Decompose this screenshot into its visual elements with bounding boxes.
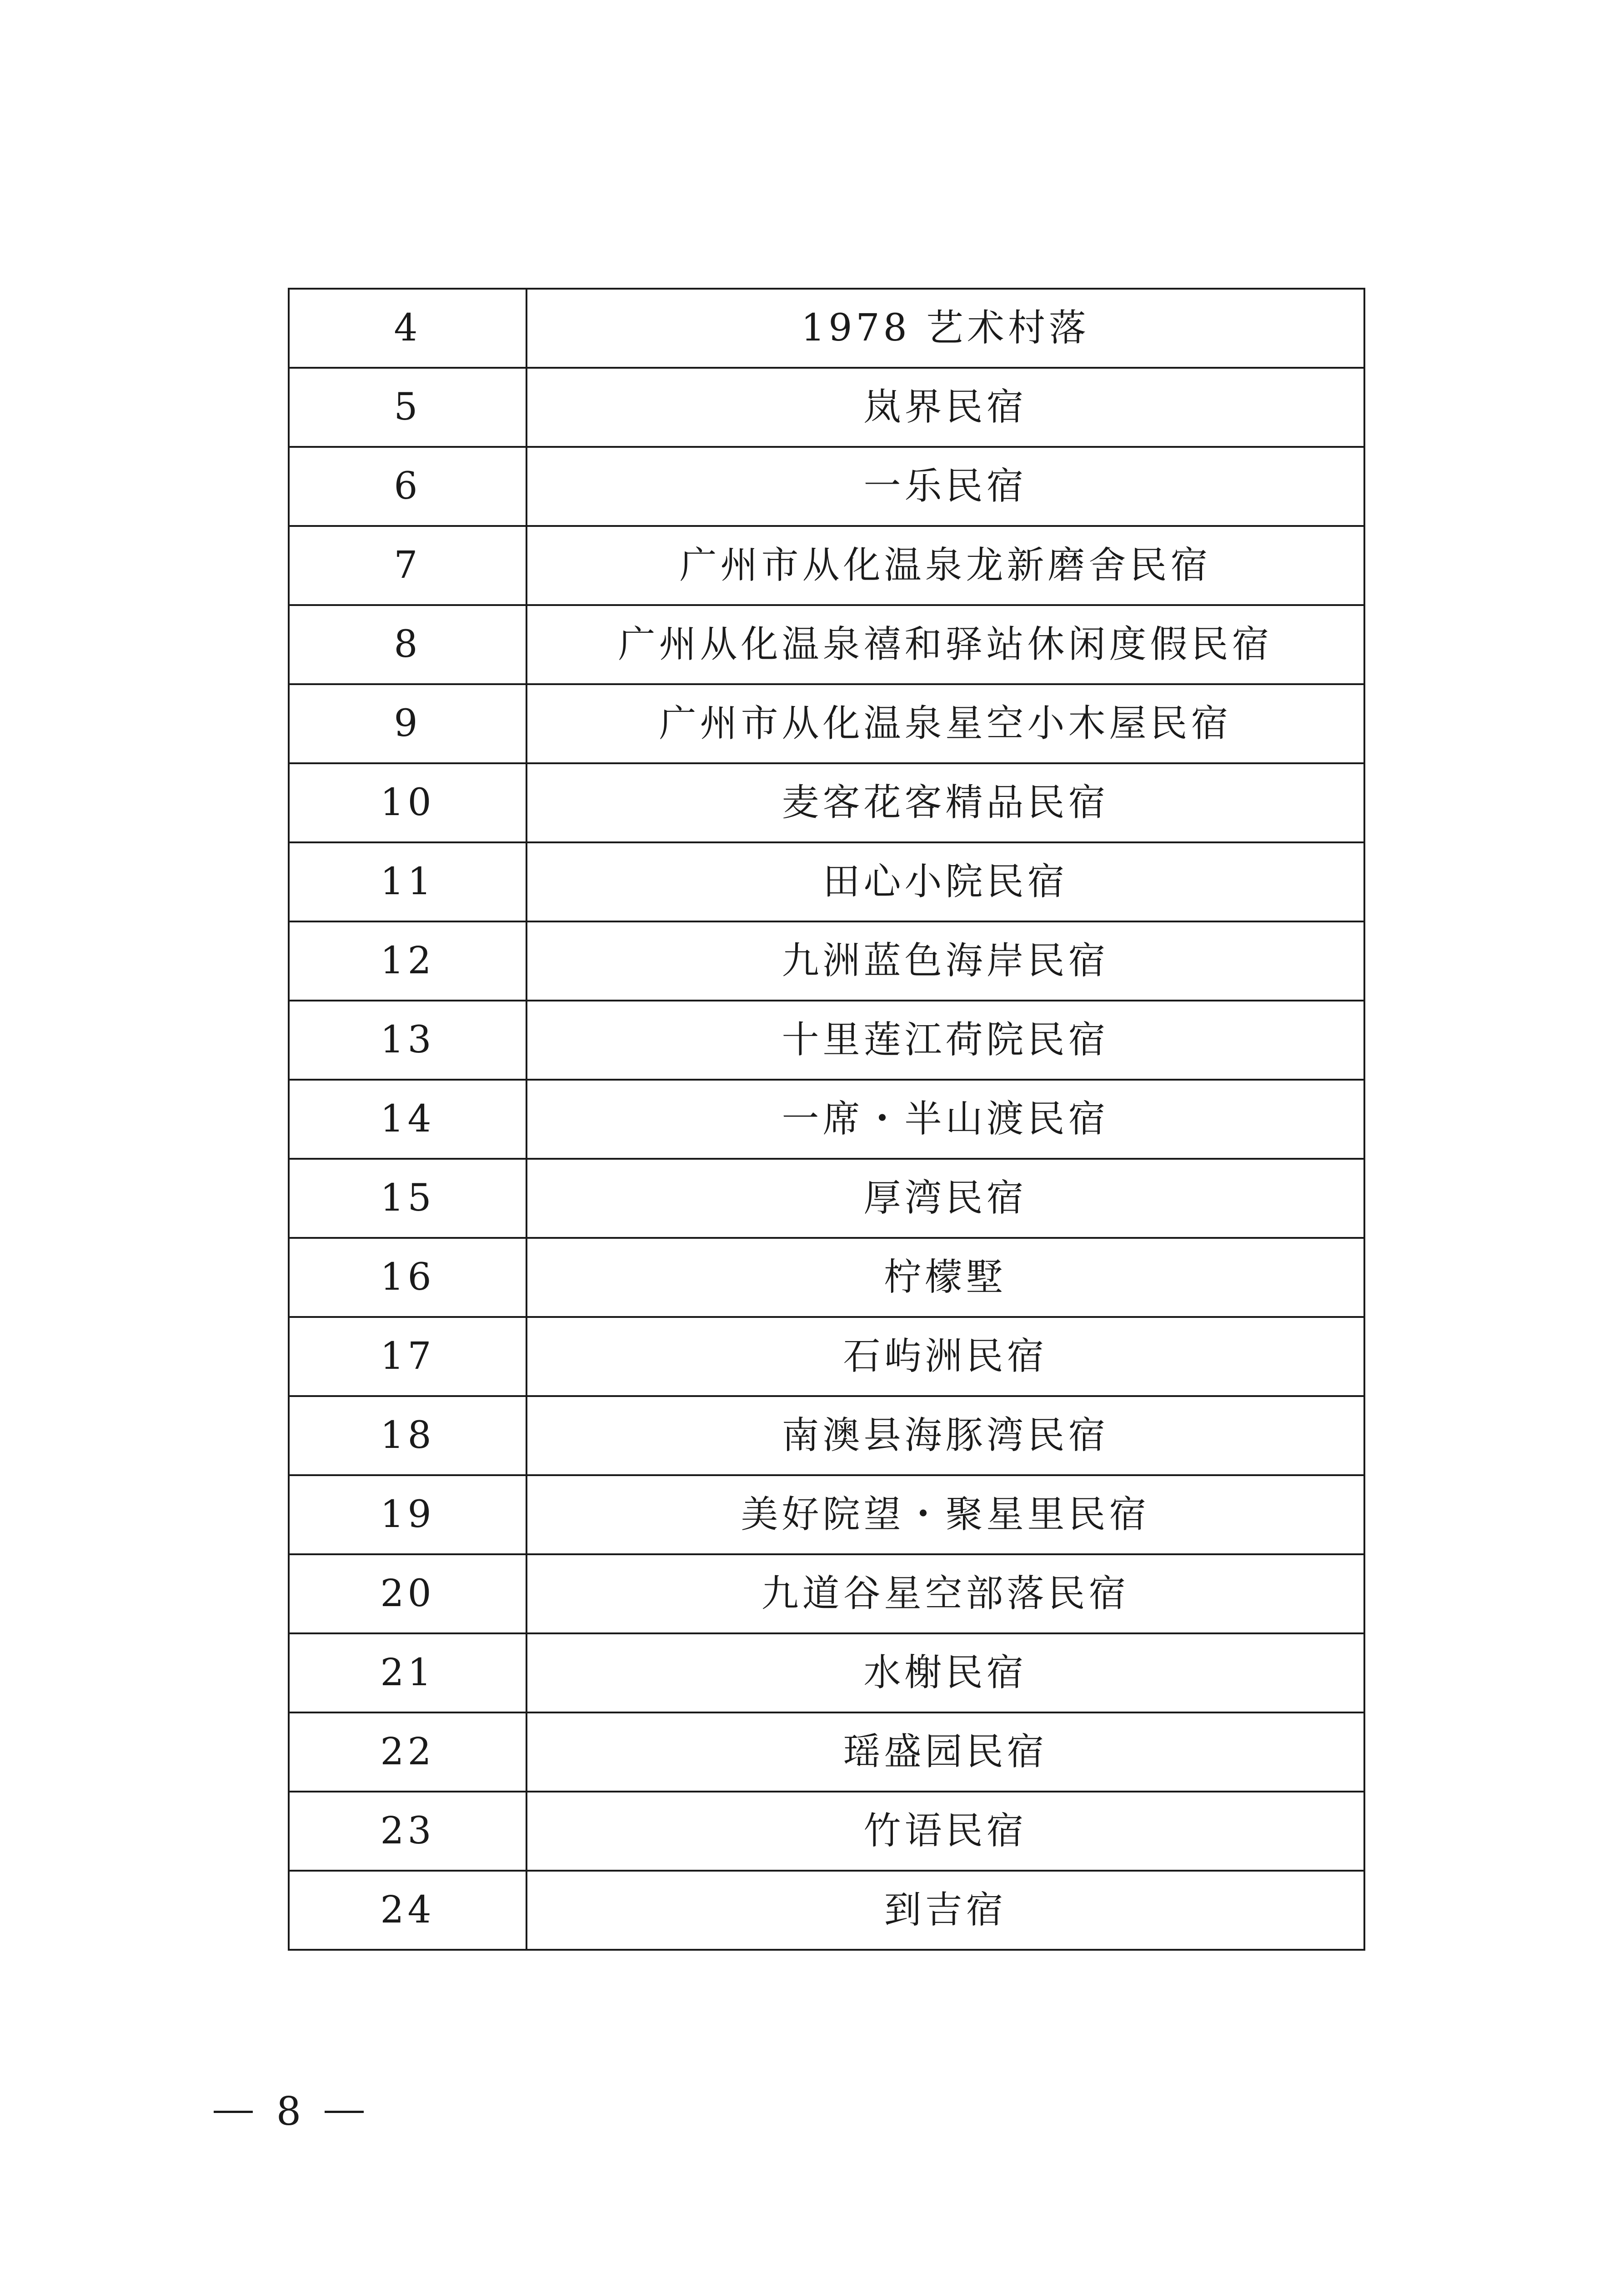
table-row <box>289 1792 1364 1871</box>
table-row <box>289 1554 1364 1633</box>
homestay-name-cell: 九洲蓝色海岸民宿 <box>526 921 1364 1001</box>
row-number-cell: 5 <box>289 368 526 447</box>
homestay-name-cell: 南澳县海豚湾民宿 <box>526 1396 1364 1475</box>
table-body <box>289 289 1364 1950</box>
table-row <box>289 526 1364 605</box>
right-dash <box>325 2111 364 2113</box>
row-number-cell: 16 <box>289 1238 526 1317</box>
table-row <box>289 1317 1364 1396</box>
homestay-name-cell: 水榭民宿 <box>526 1633 1364 1712</box>
row-number-cell: 23 <box>289 1792 526 1871</box>
row-number-cell: 22 <box>289 1712 526 1792</box>
table-row <box>289 1475 1364 1554</box>
table-row <box>289 605 1364 684</box>
row-number-cell: 13 <box>289 1001 526 1080</box>
row-number-cell: 8 <box>289 605 526 684</box>
row-number-cell: 10 <box>289 763 526 842</box>
table-row <box>289 1633 1364 1712</box>
left-dash <box>214 2111 253 2113</box>
homestay-name-cell: 十里莲江荷院民宿 <box>526 1001 1364 1080</box>
row-number-cell: 11 <box>289 842 526 921</box>
homestay-name-cell: 麦客花客精品民宿 <box>526 763 1364 842</box>
row-number-cell: 17 <box>289 1317 526 1396</box>
row-number-cell: 21 <box>289 1633 526 1712</box>
homestay-name-cell: 柠檬墅 <box>526 1238 1364 1317</box>
homestay-name-cell: 九道谷星空部落民宿 <box>526 1554 1364 1633</box>
table-row <box>289 1159 1364 1238</box>
homestay-name-cell: 1978 艺术村落 <box>526 289 1364 368</box>
homestay-name-cell: 瑶盛园民宿 <box>526 1712 1364 1792</box>
table-row <box>289 763 1364 842</box>
row-number-cell: 20 <box>289 1554 526 1633</box>
row-number-cell: 19 <box>289 1475 526 1554</box>
table-row <box>289 1238 1364 1317</box>
homestay-name-cell: 岚界民宿 <box>526 368 1364 447</box>
homestay-name-cell: 广州市从化温泉星空小木屋民宿 <box>526 684 1364 763</box>
table-row <box>289 1871 1364 1950</box>
row-number-cell: 6 <box>289 447 526 526</box>
table-row <box>289 842 1364 921</box>
homestay-name-cell: 石屿洲民宿 <box>526 1317 1364 1396</box>
row-number-cell: 7 <box>289 526 526 605</box>
table-row <box>289 289 1364 368</box>
row-number-cell: 9 <box>289 684 526 763</box>
table-row <box>289 447 1364 526</box>
row-number-cell: 15 <box>289 1159 526 1238</box>
homestay-name-cell: 广州市从化温泉龙新磨舍民宿 <box>526 526 1364 605</box>
table-row <box>289 684 1364 763</box>
table-row <box>289 368 1364 447</box>
table-row <box>289 1001 1364 1080</box>
page-number: 8 <box>276 2089 301 2134</box>
row-number-cell: 14 <box>289 1080 526 1159</box>
row-number-cell: 4 <box>289 289 526 368</box>
table-row <box>289 1080 1364 1159</box>
row-number-cell: 12 <box>289 921 526 1001</box>
row-number-cell: 24 <box>289 1871 526 1950</box>
homestay-name-cell: 厚湾民宿 <box>526 1159 1364 1238</box>
homestay-name-cell: 一席・半山渡民宿 <box>526 1080 1364 1159</box>
homestay-name-cell: 美好院望・聚星里民宿 <box>526 1475 1364 1554</box>
homestay-name-cell: 广州从化温泉禧和驿站休闲度假民宿 <box>526 605 1364 684</box>
homestay-name-cell: 竹语民宿 <box>526 1792 1364 1871</box>
table-row <box>289 921 1364 1001</box>
table-row <box>289 1396 1364 1475</box>
homestay-name-cell: 一乐民宿 <box>526 447 1364 526</box>
page-number-footer <box>214 2084 364 2139</box>
homestay-list-table <box>288 288 1365 1951</box>
row-number-cell: 18 <box>289 1396 526 1475</box>
homestay-name-cell: 到吉宿 <box>526 1871 1364 1950</box>
table-row <box>289 1712 1364 1792</box>
homestay-name-cell: 田心小院民宿 <box>526 842 1364 921</box>
